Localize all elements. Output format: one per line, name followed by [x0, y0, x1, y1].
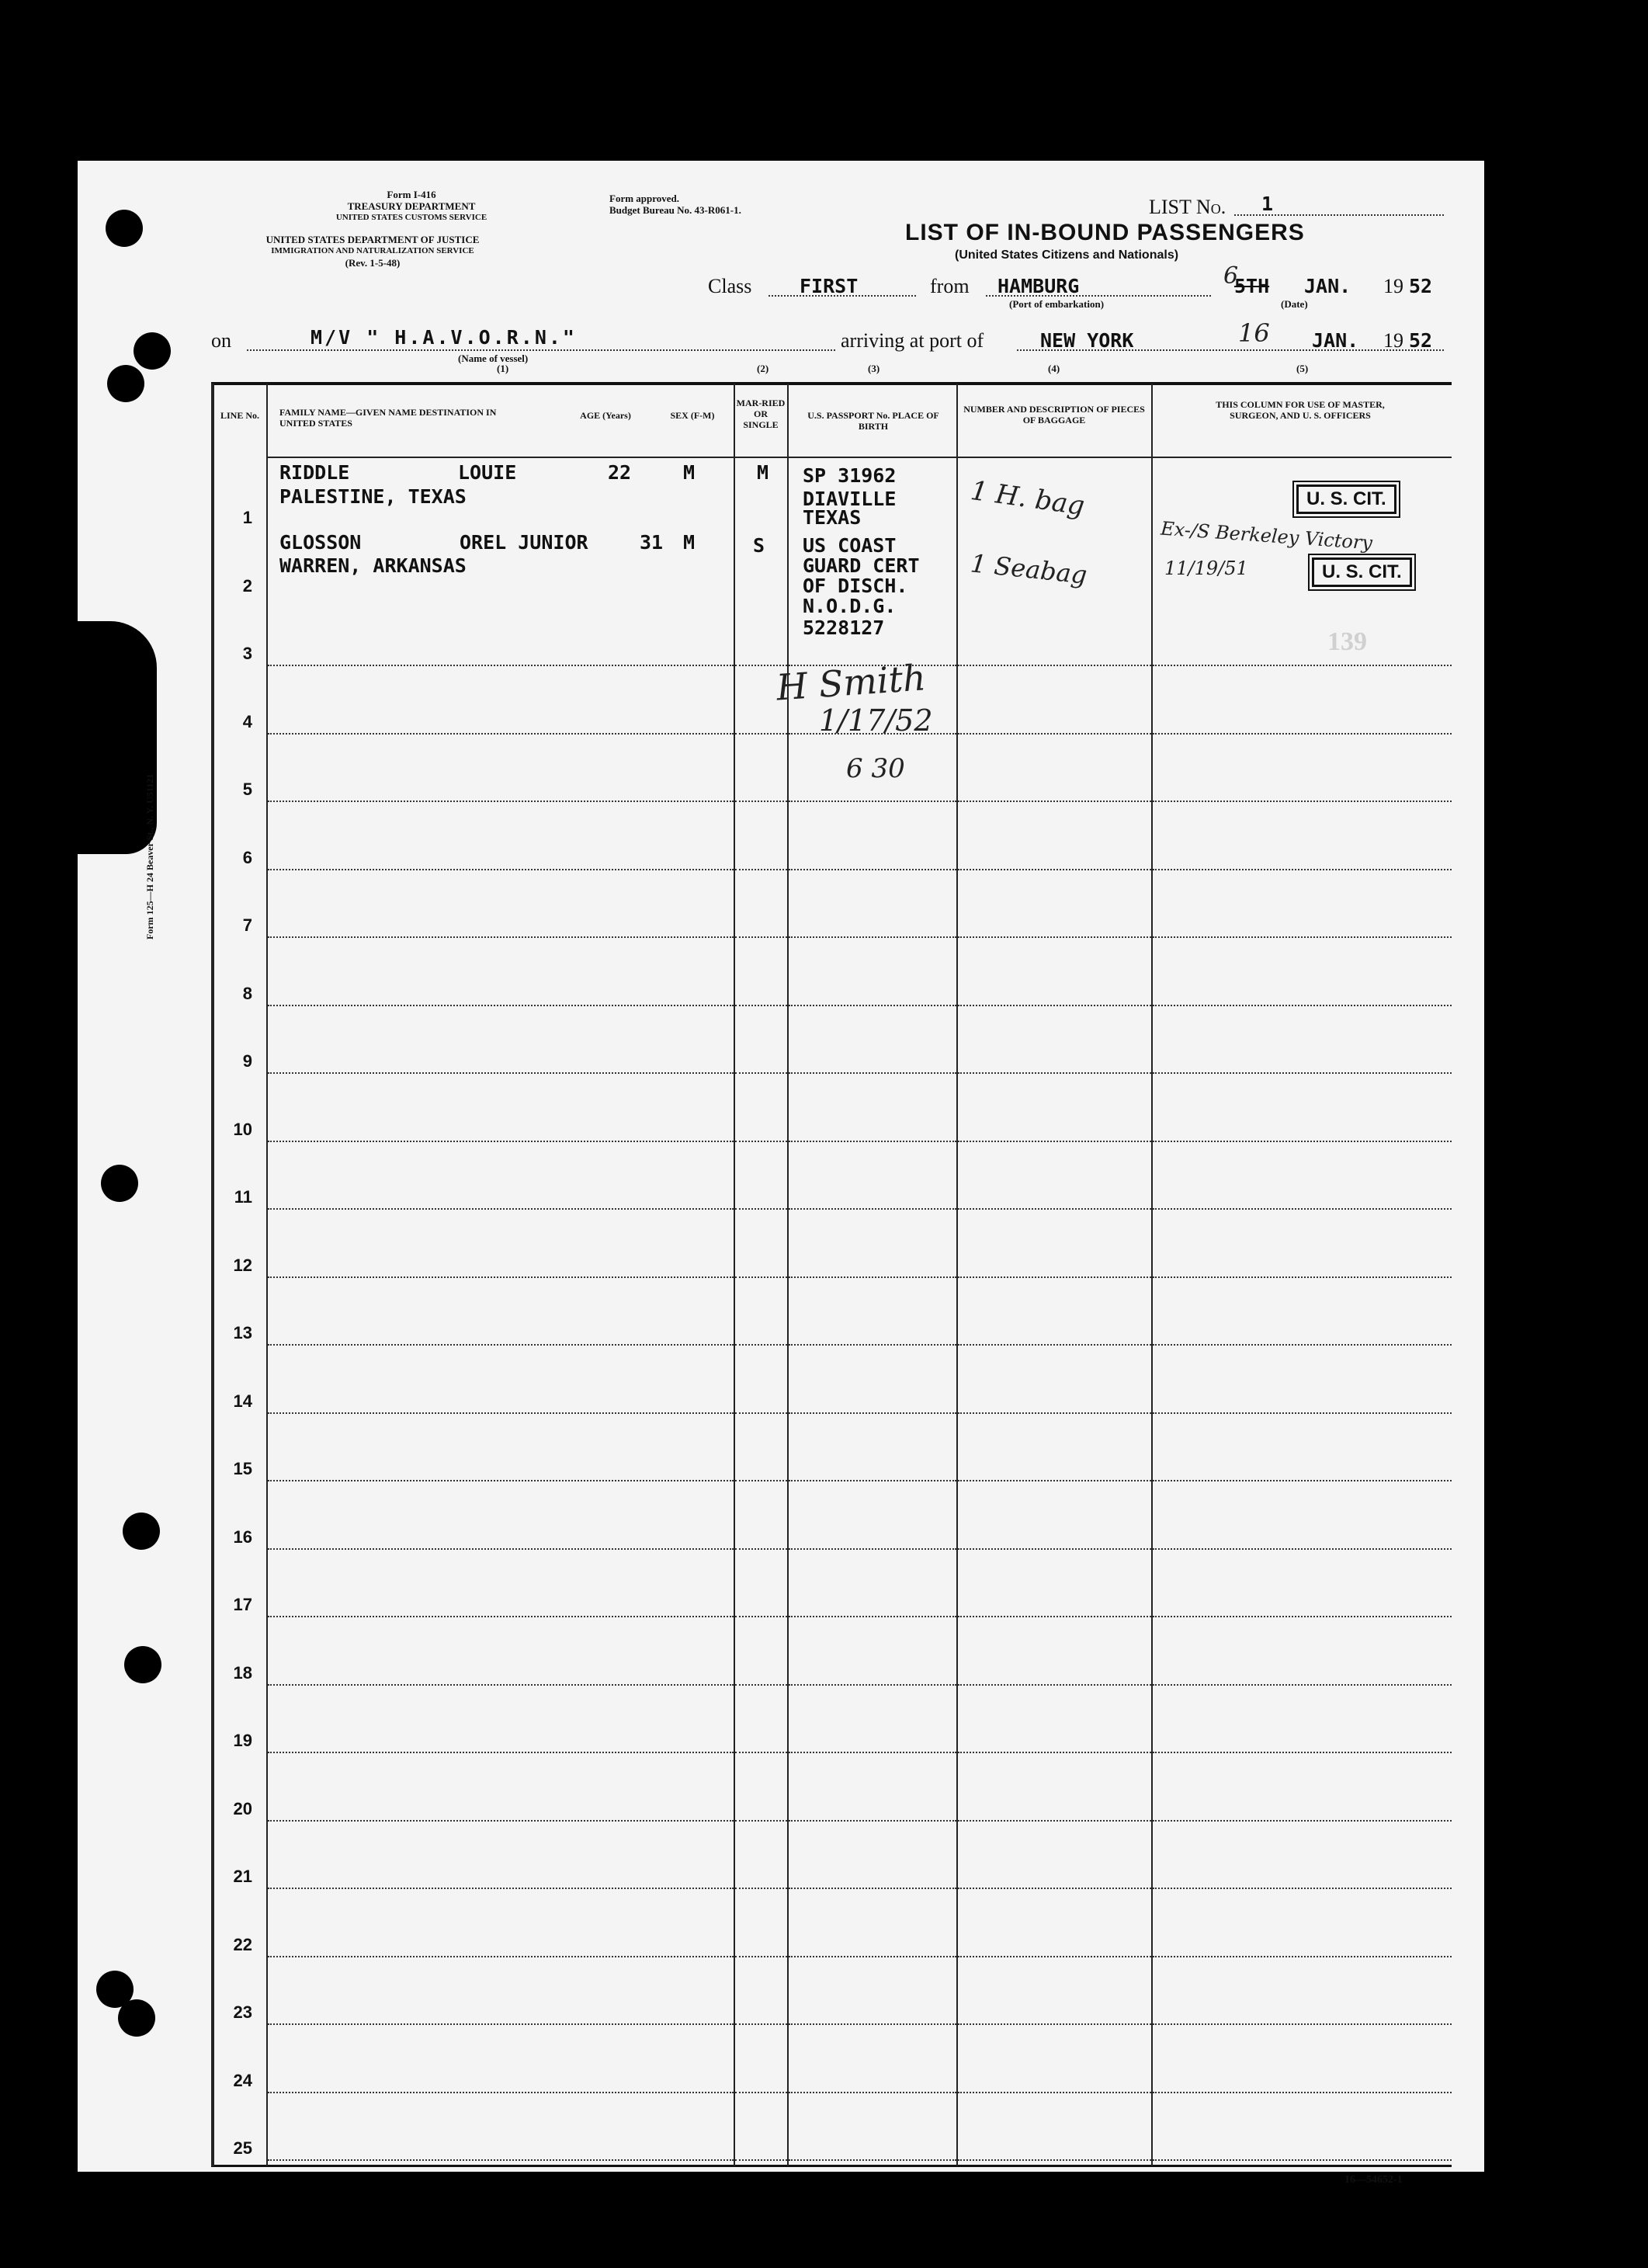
row-rule: [958, 1752, 1151, 1753]
row-rule: [958, 1684, 1151, 1686]
row-rule: [735, 1412, 787, 1414]
table-header-rule: [268, 457, 1452, 458]
arrival-month: JAN.: [1312, 329, 1359, 352]
row-rule: [958, 801, 1151, 802]
row-rule: [268, 665, 734, 666]
inspector-signature: H Smith: [775, 656, 928, 709]
ins-service: IMMIGRATION AND NATURALIZATION SERVICE: [271, 246, 474, 255]
officer-note-date: 11/19/51: [1164, 557, 1248, 579]
row-rule: [735, 1344, 787, 1346]
passenger-passport: SP 31962: [803, 464, 897, 487]
margin-print: Form 125—H 24 Beaver St., N. Y. U51121: [144, 773, 155, 940]
row-rule: [735, 1684, 787, 1686]
row-rule: [735, 1141, 787, 1142]
row-rule: [789, 1480, 956, 1481]
row-rule: [1153, 1141, 1452, 1142]
row-rule: [958, 1412, 1151, 1414]
binder-hole: [106, 210, 143, 247]
passenger-birth-city: DIAVILLE: [803, 488, 897, 510]
row-rule: [1153, 1412, 1452, 1414]
passenger-age: 31: [640, 531, 664, 554]
list-subtitle: (United States Citizens and Nationals): [955, 248, 1179, 262]
us-citizen-stamp: U. S. CIT.: [1312, 557, 1412, 587]
row-rule: [789, 1276, 956, 1278]
row-rule: [1153, 1005, 1452, 1006]
binder-hole: [107, 365, 144, 402]
row-rule: [958, 1344, 1151, 1346]
row-rule: [789, 1344, 956, 1346]
on-label: on: [211, 329, 231, 352]
list-no-label: LIST No.: [1149, 196, 1226, 218]
embark-caption: (Port of embarkation): [1009, 298, 1105, 310]
row-rule: [789, 1684, 956, 1686]
row-rule: [789, 936, 956, 938]
row-rule: [958, 936, 1151, 938]
passenger-baggage: 1 Seabag: [969, 548, 1089, 590]
row-rule: [789, 1072, 956, 1074]
row-rule: [268, 1005, 734, 1006]
row-rule: [735, 869, 787, 870]
form-approved: Form approved.: [609, 193, 680, 204]
row-rule: [735, 1072, 787, 1074]
date-day-hand: 6: [1223, 262, 1239, 290]
row-rule: [958, 1480, 1151, 1481]
row-rule: [958, 1888, 1151, 1889]
row-rule: [735, 1548, 787, 1550]
row-rule: [268, 1548, 734, 1550]
row-rule: [268, 1072, 734, 1074]
row-rule: [958, 1820, 1151, 1822]
row-rule: [1153, 1548, 1452, 1550]
row-number: 3: [242, 644, 252, 663]
row-rule: [1153, 1208, 1452, 1210]
date-year: 52: [1409, 275, 1433, 297]
col-3-marker: (3): [868, 363, 880, 374]
row-rule: [958, 1208, 1151, 1210]
row-rule: [1153, 1344, 1452, 1346]
row-rule: [958, 1141, 1151, 1142]
row-rule: [735, 1480, 787, 1481]
row-number: 15: [233, 1459, 252, 1478]
row-rule: [735, 733, 787, 735]
row-number: 1: [242, 508, 252, 527]
row-rule: [268, 1276, 734, 1278]
row-rule: [1153, 869, 1452, 870]
inspection-time: 6 30: [846, 753, 905, 784]
form-number: Form I-416: [387, 189, 436, 200]
row-rule: [268, 1616, 734, 1617]
arrival-year-prefix: 19: [1383, 329, 1403, 352]
budget-bureau: Budget Bureau No. 43-R061-1.: [609, 204, 741, 216]
row-number: 19: [233, 1731, 252, 1750]
row-rule: [735, 1956, 787, 1957]
row-rule: [1153, 1276, 1452, 1278]
vessel-name: M/V " H.A.V.O.R.N.": [311, 326, 577, 349]
row-rule: [1153, 2092, 1452, 2093]
passenger-cert-2: OF DISCH.: [803, 575, 908, 597]
row-rule: [268, 936, 734, 938]
arrival-day: 16: [1238, 318, 1270, 348]
row-rule: [735, 1752, 787, 1753]
row-rule: [735, 2023, 787, 2025]
row-rule: [1153, 1888, 1452, 1889]
justice-dept: UNITED STATES DEPARTMENT OF JUSTICE: [265, 234, 480, 245]
table-top-rule: [211, 382, 1452, 385]
col-header-baggage: NUMBER AND DESCRIPTION OF PIECES OF BAGGAGE: [963, 404, 1145, 425]
faint-stamp-number: 139: [1327, 627, 1367, 656]
row-rule: [1153, 1956, 1452, 1957]
col-header-officers: THIS COLUMN FOR USE OF MASTER, SURGEON, AND U. S. OFFICERS: [1216, 399, 1385, 421]
row-rule: [1153, 936, 1452, 938]
row-rule: [1153, 1480, 1452, 1481]
row-rule: [789, 1208, 956, 1210]
customs-service: UNITED STATES CUSTOMS SERVICE: [335, 213, 487, 222]
row-rule: [789, 1141, 956, 1142]
col-header-age: AGE (Years): [580, 410, 631, 421]
row-rule: [789, 1412, 956, 1414]
row-rule: [1153, 2023, 1452, 2025]
row-rule: [268, 801, 734, 802]
row-rule: [1153, 665, 1452, 666]
from-label: from: [930, 275, 970, 297]
row-rule: [268, 1208, 734, 1210]
passenger-baggage: 1 H. bag: [968, 474, 1087, 523]
row-rule: [268, 2023, 734, 2025]
col-1-marker: (1): [497, 363, 509, 374]
row-rule: [1153, 1684, 1452, 1686]
class-label: Class: [708, 275, 752, 297]
row-rule: [735, 1820, 787, 1822]
row-rule: [735, 1276, 787, 1278]
row-number: 2: [242, 575, 252, 596]
row-rule: [268, 1480, 734, 1481]
row-rule: [268, 1888, 734, 1889]
inspection-date: 1/17/52: [819, 703, 933, 738]
passenger-destination: WARREN, ARKANSAS: [279, 554, 467, 577]
list-number: 1: [1261, 193, 1274, 215]
col-5-marker: (5): [1296, 363, 1309, 374]
row-rule: [1153, 2159, 1452, 2161]
row-rule: [1153, 1752, 1452, 1753]
binder-hole: [101, 1165, 138, 1202]
binder-hole: [124, 1646, 161, 1683]
row-rule: [789, 2159, 956, 2161]
row-rule: [958, 1616, 1151, 1617]
passenger-destination: PALESTINE, TEXAS: [279, 485, 467, 508]
row-rule: [735, 801, 787, 802]
row-number: 10: [233, 1119, 252, 1139]
row-rule: [958, 2092, 1151, 2093]
row-number: 12: [233, 1255, 252, 1275]
col-header-married: MAR-RIED OR SINGLE: [736, 398, 786, 430]
row-number: 4: [242, 711, 252, 731]
row-number: 6: [242, 847, 252, 867]
row-rule: [1153, 1820, 1452, 1822]
passenger-surname: GLOSSON: [279, 531, 362, 554]
row-number: 17: [233, 1595, 252, 1614]
row-number: 24: [233, 2070, 252, 2090]
col-4-marker: (4): [1048, 363, 1060, 374]
row-number: 25: [233, 2138, 252, 2158]
binder-hole: [123, 1513, 160, 1550]
date-caption: (Date): [1281, 298, 1308, 310]
row-rule: [735, 1888, 787, 1889]
row-number: 9: [242, 1051, 252, 1071]
passenger-age: 22: [608, 461, 632, 484]
arrival-year: 52: [1409, 329, 1433, 352]
passenger-cert-3: N.O.D.G.: [803, 595, 897, 617]
arriving-label: arriving at port of: [841, 329, 984, 352]
row-rule: [735, 1005, 787, 1006]
row-rule: [268, 1684, 734, 1686]
row-rule: [789, 801, 956, 802]
row-rule: [789, 869, 956, 870]
row-number: 16: [233, 1526, 252, 1547]
row-number: 14: [233, 1391, 252, 1411]
row-rule: [735, 1616, 787, 1617]
row-rule: [268, 1956, 734, 1957]
col-header-passport: U.S. PASSPORT No. PLACE OF BIRTH: [807, 410, 939, 432]
col-header-sex: SEX (F-M): [670, 410, 715, 421]
row-rule: [789, 1888, 956, 1889]
row-rule: [735, 1208, 787, 1210]
row-rule: [958, 733, 1151, 735]
row-number: 5: [242, 780, 252, 799]
row-number: 22: [233, 1934, 252, 1954]
row-rule: [958, 1548, 1151, 1550]
row-rule: [268, 1412, 734, 1414]
passenger-marital: M: [757, 461, 769, 484]
row-rule: [1153, 733, 1452, 735]
row-rule: [1153, 801, 1452, 802]
col-header-line: LINE No.: [220, 410, 259, 421]
passenger-surname: RIDDLE: [279, 461, 350, 484]
row-number: 11: [234, 1187, 252, 1207]
row-number: 20: [233, 1798, 252, 1818]
row-number: 21: [233, 1867, 252, 1886]
col-header-name: FAMILY NAME—GIVEN NAME DESTINATION IN UNITED STATES: [279, 407, 497, 429]
row-rule: [789, 1752, 956, 1753]
row-rule: [268, 1344, 734, 1346]
row-rule: [268, 1752, 734, 1753]
footer-code: 16—54652-1: [1344, 2174, 1403, 2186]
passenger-given: OREL JUNIOR: [460, 531, 588, 554]
row-rule: [789, 1005, 956, 1006]
date-day-struck: 5TH: [1234, 275, 1270, 297]
row-rule: [789, 2092, 956, 2093]
passenger-given: LOUIE: [458, 461, 517, 484]
row-number: 13: [233, 1323, 252, 1342]
date-month: JAN.: [1304, 275, 1351, 297]
col-2-marker: (2): [757, 363, 769, 374]
row-rule: [958, 2159, 1151, 2161]
arrival-port: NEW YORK: [1040, 329, 1134, 352]
revision: (Rev. 1-5-48): [345, 257, 401, 269]
list-title: LIST OF IN-BOUND PASSENGERS: [905, 220, 1305, 245]
binder-hole: [134, 332, 171, 370]
officer-note: Ex-/S Berkeley Victory: [1160, 517, 1373, 554]
embark-port: HAMBURG: [997, 275, 1080, 297]
row-rule: [789, 2023, 956, 2025]
row-rule: [958, 665, 1151, 666]
row-rule: [268, 869, 734, 870]
passenger-sex: M: [683, 461, 696, 484]
row-rule: [789, 1548, 956, 1550]
row-rule: [958, 869, 1151, 870]
row-rule: [268, 2159, 734, 2161]
row-rule: [268, 733, 734, 735]
row-rule: [735, 2092, 787, 2093]
class-value: FIRST: [800, 275, 859, 297]
row-number: 18: [233, 1662, 252, 1683]
row-rule: [958, 1072, 1151, 1074]
row-rule: [1153, 1072, 1452, 1074]
row-rule: [789, 1956, 956, 1957]
row-number: 8: [242, 983, 252, 1003]
row-number: 7: [242, 915, 252, 935]
passenger-cert-1: GUARD CERT: [803, 554, 920, 577]
vessel-caption: (Name of vessel): [458, 353, 529, 364]
passenger-sex: M: [683, 531, 696, 554]
binder-hole: [118, 1999, 155, 2037]
row-rule: [958, 2023, 1151, 2025]
row-number: 23: [233, 2002, 252, 2022]
us-citizen-stamp: U. S. CIT.: [1296, 485, 1396, 514]
row-rule: [789, 1820, 956, 1822]
row-rule: [735, 936, 787, 938]
passenger-marital: S: [753, 534, 765, 557]
passenger-cert-4: 5228127: [803, 616, 885, 639]
row-rule: [735, 2159, 787, 2161]
row-rule: [268, 2092, 734, 2093]
row-rule: [958, 1276, 1151, 1278]
row-rule: [958, 1005, 1151, 1006]
row-rule: [1153, 1616, 1452, 1617]
row-rule: [789, 1616, 956, 1617]
row-rule: [958, 1956, 1151, 1957]
row-rule: [268, 1141, 734, 1142]
passenger-birth-state: TEXAS: [803, 506, 862, 529]
passenger-passport: US COAST: [803, 534, 897, 557]
date-year-prefix: 19: [1383, 275, 1403, 297]
treasury-dept: TREASURY DEPARTMENT: [347, 200, 476, 212]
table-bottom-rule: [211, 2165, 1452, 2167]
row-rule: [268, 1820, 734, 1822]
